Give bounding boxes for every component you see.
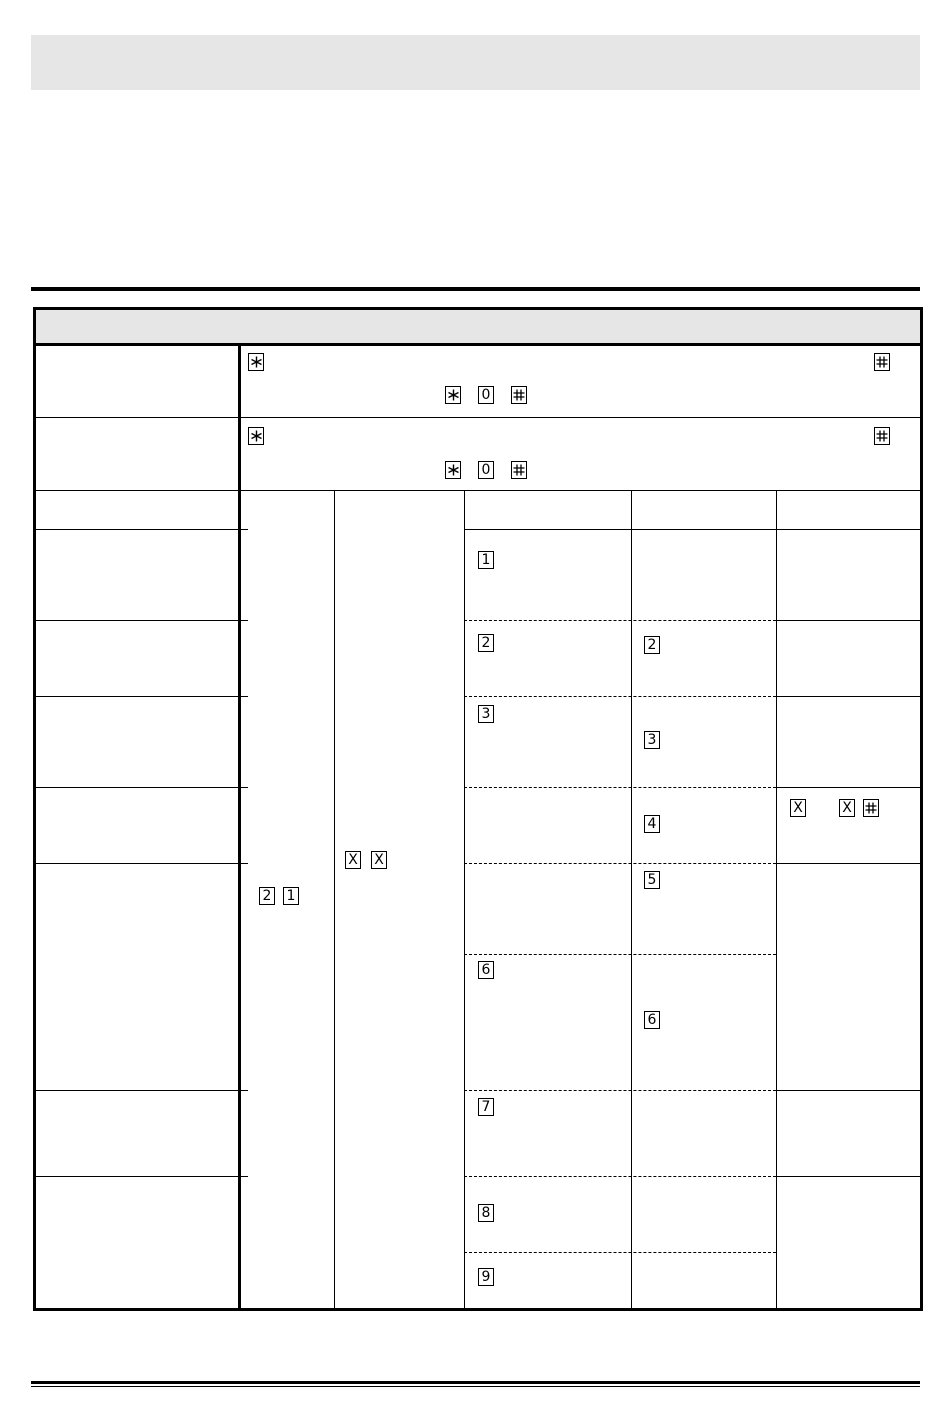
option-divider [464,696,776,697]
option-key: 7 [478,1098,494,1116]
placeholder-key: X [345,851,361,869]
column-divider [464,490,465,1308]
footer-rule-thin [31,1386,920,1387]
row-tick [238,696,248,697]
star-key-icon [445,386,461,404]
placeholder-key: X [371,851,387,869]
option-divider [464,787,776,788]
row-tick [36,620,238,621]
option-divider [464,863,776,864]
row-tick [238,863,248,864]
column-divider [334,490,335,1308]
footer-rule [31,1381,920,1384]
hash-key-icon [511,386,527,404]
option-key: 3 [644,731,660,749]
header-divider [36,343,920,346]
confirm-key: X [790,799,806,817]
option-divider [464,1090,776,1091]
row-tick [777,1176,920,1177]
option-divider [464,954,776,955]
row-tick [777,620,920,621]
row-tick [238,620,248,621]
option-divider [464,620,776,621]
table-header-band [36,310,920,343]
row-tick [36,1090,238,1091]
column-divider [631,490,632,1308]
key-table [33,307,923,1311]
star-key-icon [445,461,461,479]
digit-key: 0 [478,386,494,404]
row-tick [777,863,920,864]
option-key: 9 [478,1268,494,1286]
row-tick [777,1090,920,1091]
hash-key-icon [863,799,879,817]
label-column-divider [238,343,241,1308]
option-divider [464,1176,776,1177]
digit-key: 1 [283,887,299,905]
hash-key-icon [874,427,890,445]
header-band [31,35,920,90]
row-tick [36,787,238,788]
section-rule [31,287,920,291]
row-tick [36,529,238,530]
row-tick [36,696,238,697]
option-key: 8 [478,1204,494,1222]
row-tick [238,529,248,530]
option-key: 1 [478,551,494,569]
star-key-icon [248,353,264,371]
option-key: 2 [644,636,660,654]
row-tick [238,1090,248,1091]
option-key: 6 [644,1011,660,1029]
row-tick [777,529,920,530]
column-divider [776,490,777,1308]
option-key: 5 [644,871,660,889]
confirm-key: X [839,799,855,817]
row-divider [36,417,920,418]
row-divider [36,490,920,491]
option-key: 6 [478,961,494,979]
row-tick [36,863,238,864]
row-tick [238,787,248,788]
row-tick [36,1176,238,1177]
option-divider [464,1252,776,1253]
option-key: 4 [644,815,660,833]
row-tick [238,1176,248,1177]
hash-key-icon [511,461,527,479]
option-key: 3 [478,705,494,723]
star-key-icon [248,427,264,445]
hash-key-icon [874,353,890,371]
subheader-divider [464,529,776,530]
digit-key: 0 [478,461,494,479]
row-tick [777,696,920,697]
digit-key: 2 [259,887,275,905]
option-key: 2 [478,634,494,652]
row-tick [777,787,920,788]
